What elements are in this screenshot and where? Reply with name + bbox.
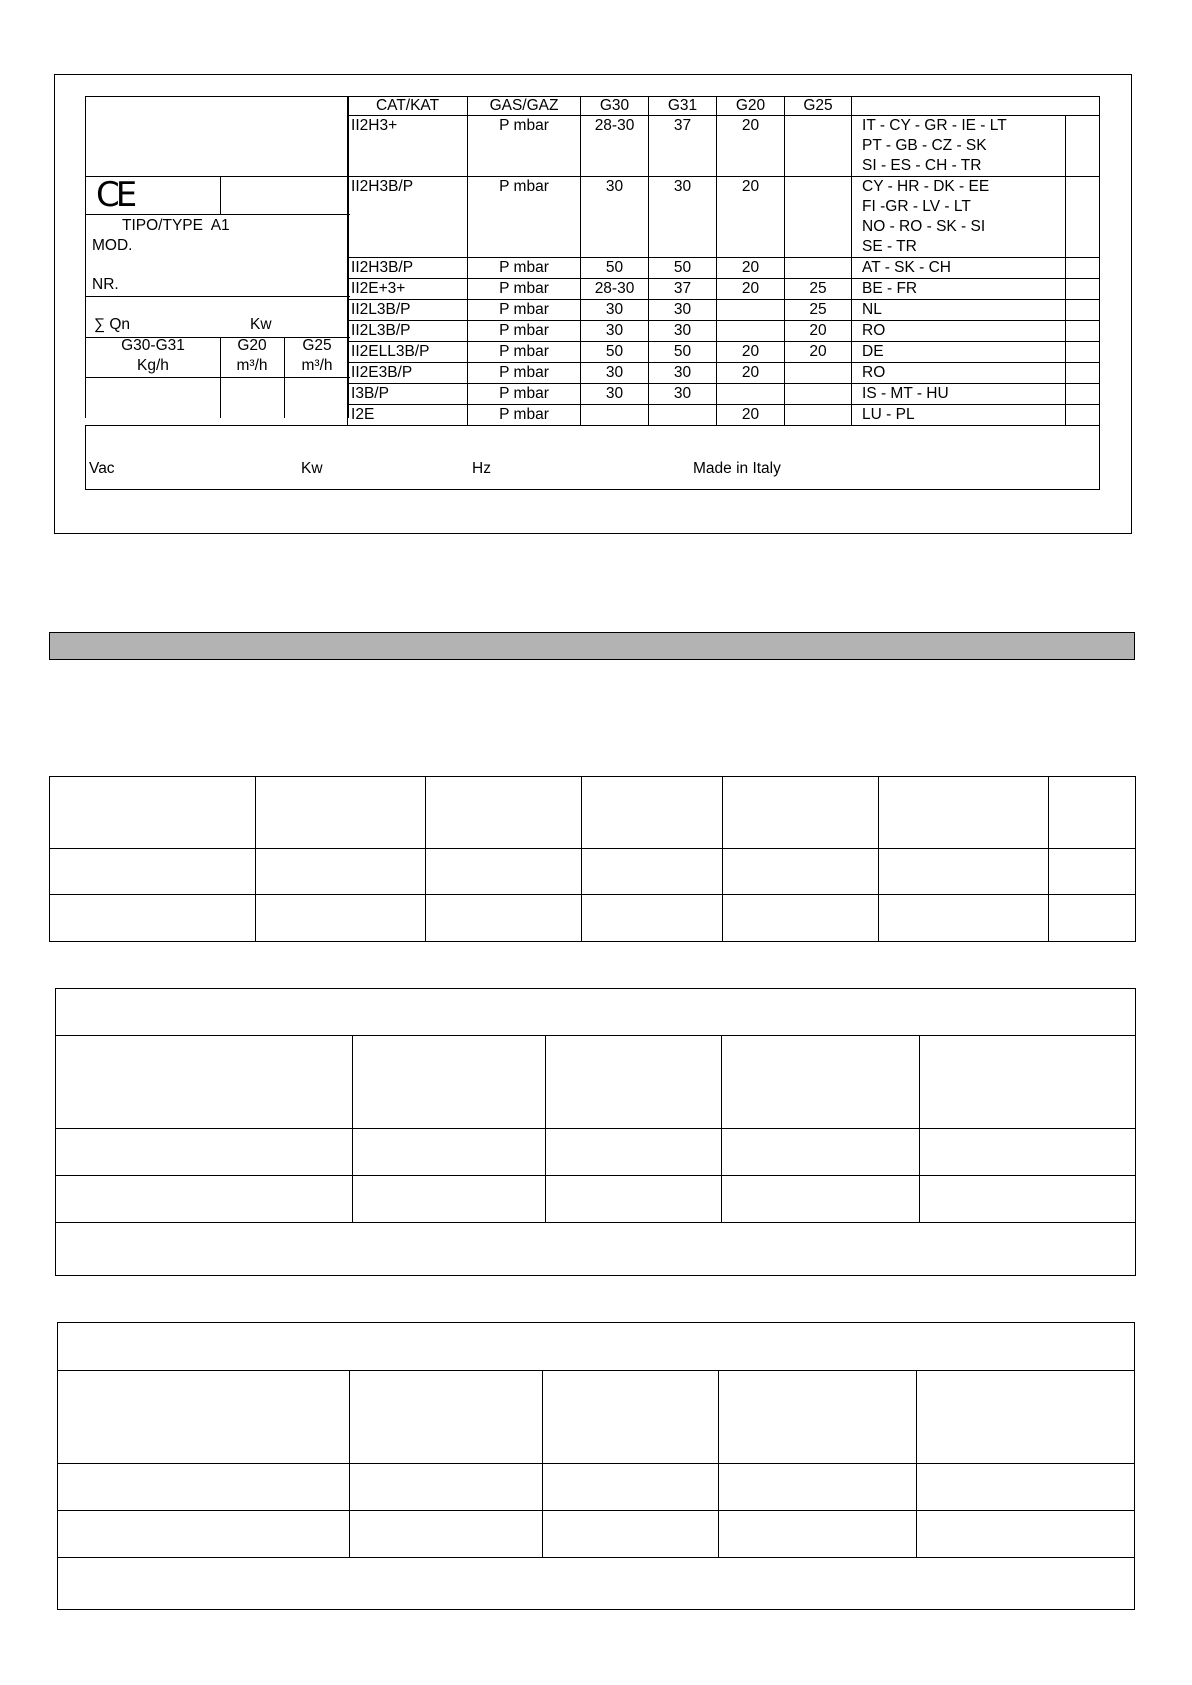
empty-table-3 — [57, 1322, 1135, 1610]
g20-cell: 20 — [717, 279, 785, 300]
blank-cell — [1066, 405, 1100, 426]
country-line: FI -GR - LV - LT — [862, 198, 971, 215]
plate-footer-cell — [86, 426, 1100, 490]
g31-cell: 50 — [649, 258, 717, 279]
g30-cell: 30 — [581, 177, 649, 258]
plate-footer-row — [86, 426, 1100, 490]
g30-cell: 50 — [581, 342, 649, 363]
cat-cell: II2L3B/P — [348, 300, 468, 321]
g31-cell — [649, 405, 717, 426]
table-row — [58, 1323, 1135, 1371]
g31-cell: 37 — [649, 116, 717, 177]
blank-cell — [1066, 384, 1100, 405]
table-row — [56, 1176, 1136, 1223]
fuel-unit-kgh: Kg/h — [137, 357, 169, 374]
kw-label: Kw — [301, 460, 323, 477]
table-row — [58, 1558, 1135, 1610]
nr-label: NR. — [92, 276, 119, 293]
table-row — [56, 1129, 1136, 1176]
cat-cell: I2E — [348, 405, 468, 426]
cat-cell: II2ELL3B/P — [348, 342, 468, 363]
g25-cell — [785, 384, 852, 405]
g20-cell: 20 — [717, 177, 785, 258]
gas-cell: P mbar — [468, 405, 581, 426]
countries-cell: IS - MT - HU — [852, 384, 1066, 405]
g25-cell — [785, 116, 852, 177]
g25-cell — [785, 363, 852, 384]
g20-cell: 20 — [717, 342, 785, 363]
fuel-header-g25: G25 — [302, 337, 332, 354]
g30-cell — [581, 405, 649, 426]
gas-cell: P mbar — [468, 258, 581, 279]
fuel-header-g20: G20 — [237, 337, 267, 354]
cat-cell: II2H3B/P — [348, 177, 468, 258]
g20-cell — [717, 384, 785, 405]
countries-cell — [852, 116, 1066, 177]
gas-cell: P mbar — [468, 342, 581, 363]
blank-cell — [1066, 300, 1100, 321]
ce-mark-logo: CE — [96, 175, 134, 215]
cat-cell: II2E3B/P — [348, 363, 468, 384]
g20-cell: 20 — [717, 116, 785, 177]
g31-cell: 30 — [649, 300, 717, 321]
table-row — [56, 1036, 1136, 1129]
blank-cell — [1066, 177, 1100, 258]
blank-cell — [1066, 279, 1100, 300]
cat-cell: I3B/P — [348, 384, 468, 405]
g20-cell: 20 — [717, 363, 785, 384]
country-line: PT - GB - CZ - SK — [862, 137, 987, 154]
gas-cell: P mbar — [468, 177, 581, 258]
g31-cell: 30 — [649, 384, 717, 405]
mod-label: MOD. — [92, 237, 133, 254]
cat-cell: II2E+3+ — [348, 279, 468, 300]
col-header-g25: G25 — [785, 97, 852, 116]
g25-cell: 25 — [785, 279, 852, 300]
blank-cell — [1066, 342, 1100, 363]
blank-cell — [1066, 116, 1100, 177]
g31-cell: 50 — [649, 342, 717, 363]
hz-label: Hz — [472, 460, 491, 477]
g30-cell: 30 — [581, 363, 649, 384]
gas-cell: P mbar — [468, 279, 581, 300]
g31-cell: 30 — [649, 321, 717, 342]
table-row — [56, 1223, 1136, 1276]
g30-cell: 30 — [581, 321, 649, 342]
col-header-gas: GAS/GAZ — [468, 97, 581, 116]
col-header-g20: G20 — [717, 97, 785, 116]
empty-table-1 — [49, 776, 1136, 942]
country-line: CY - HR - DK - EE — [862, 178, 990, 195]
g25-cell: 20 — [785, 342, 852, 363]
table-row — [50, 849, 1136, 895]
section-bar — [49, 632, 1135, 660]
country-line: SI - ES - CH - TR — [862, 157, 982, 174]
blank-cell — [1066, 321, 1100, 342]
g30-cell: 28-30 — [581, 279, 649, 300]
gas-cell: P mbar — [468, 300, 581, 321]
g30-cell: 28-30 — [581, 116, 649, 177]
countries-cell: RO — [852, 363, 1066, 384]
g25-cell — [785, 258, 852, 279]
gas-cell: P mbar — [468, 321, 581, 342]
countries-cell — [852, 177, 1066, 258]
gas-cell: P mbar — [468, 384, 581, 405]
country-line: NO - RO - SK - SI — [862, 218, 986, 235]
g20-cell: 20 — [717, 405, 785, 426]
divider-line — [86, 377, 350, 378]
blank-cell — [1066, 363, 1100, 384]
vac-label: Vac — [89, 460, 115, 477]
fuel-header-g30-g31: G30-G31 — [121, 337, 185, 354]
g30-cell: 30 — [581, 300, 649, 321]
col-header-cat: CAT/KAT — [348, 97, 468, 116]
table-row — [58, 1511, 1135, 1558]
g25-cell: 20 — [785, 321, 852, 342]
qn-unit-label: Kw — [250, 316, 272, 333]
table-row — [56, 989, 1136, 1036]
fuel-unit-m3h: m³/h — [301, 357, 333, 374]
countries-cell: NL — [852, 300, 1066, 321]
countries-cell: AT - SK - CH — [852, 258, 1066, 279]
table-row — [58, 1464, 1135, 1511]
divider-line — [86, 296, 350, 297]
plate-left-panel — [85, 96, 349, 418]
gas-cell: P mbar — [468, 363, 581, 384]
g31-cell: 30 — [649, 177, 717, 258]
country-line: IT - CY - GR - IE - LT — [862, 117, 1007, 134]
cat-cell: II2L3B/P — [348, 321, 468, 342]
table-row — [58, 1371, 1135, 1464]
g25-cell: 25 — [785, 300, 852, 321]
cat-cell: II2H3+ — [348, 116, 468, 177]
table-row — [50, 777, 1136, 849]
empty-table-2 — [55, 988, 1136, 1276]
g25-cell — [785, 405, 852, 426]
blank-cell — [1066, 258, 1100, 279]
col-header-g31: G31 — [649, 97, 717, 116]
col-header-countries — [852, 97, 1100, 116]
tipo-label: TIPO/TYPE A1 — [122, 217, 230, 234]
g20-cell — [717, 321, 785, 342]
made-in-label: Made in Italy — [693, 460, 781, 477]
country-line: SE - TR — [862, 238, 917, 255]
col-header-g30: G30 — [581, 97, 649, 116]
countries-cell: LU - PL — [852, 405, 1066, 426]
table-row — [50, 895, 1136, 942]
g31-cell: 37 — [649, 279, 717, 300]
g25-cell — [785, 177, 852, 258]
g20-cell — [717, 300, 785, 321]
g30-cell: 30 — [581, 384, 649, 405]
g20-cell: 20 — [717, 258, 785, 279]
cat-cell: II2H3B/P — [348, 258, 468, 279]
fuel-unit-m3h: m³/h — [236, 357, 268, 374]
divider-line — [220, 176, 221, 214]
countries-cell: BE - FR — [852, 279, 1066, 300]
g30-cell: 50 — [581, 258, 649, 279]
qn-label: ∑ Qn — [94, 316, 131, 333]
countries-cell: RO — [852, 321, 1066, 342]
countries-cell: DE — [852, 342, 1066, 363]
g31-cell: 30 — [649, 363, 717, 384]
gas-cell: P mbar — [468, 116, 581, 177]
